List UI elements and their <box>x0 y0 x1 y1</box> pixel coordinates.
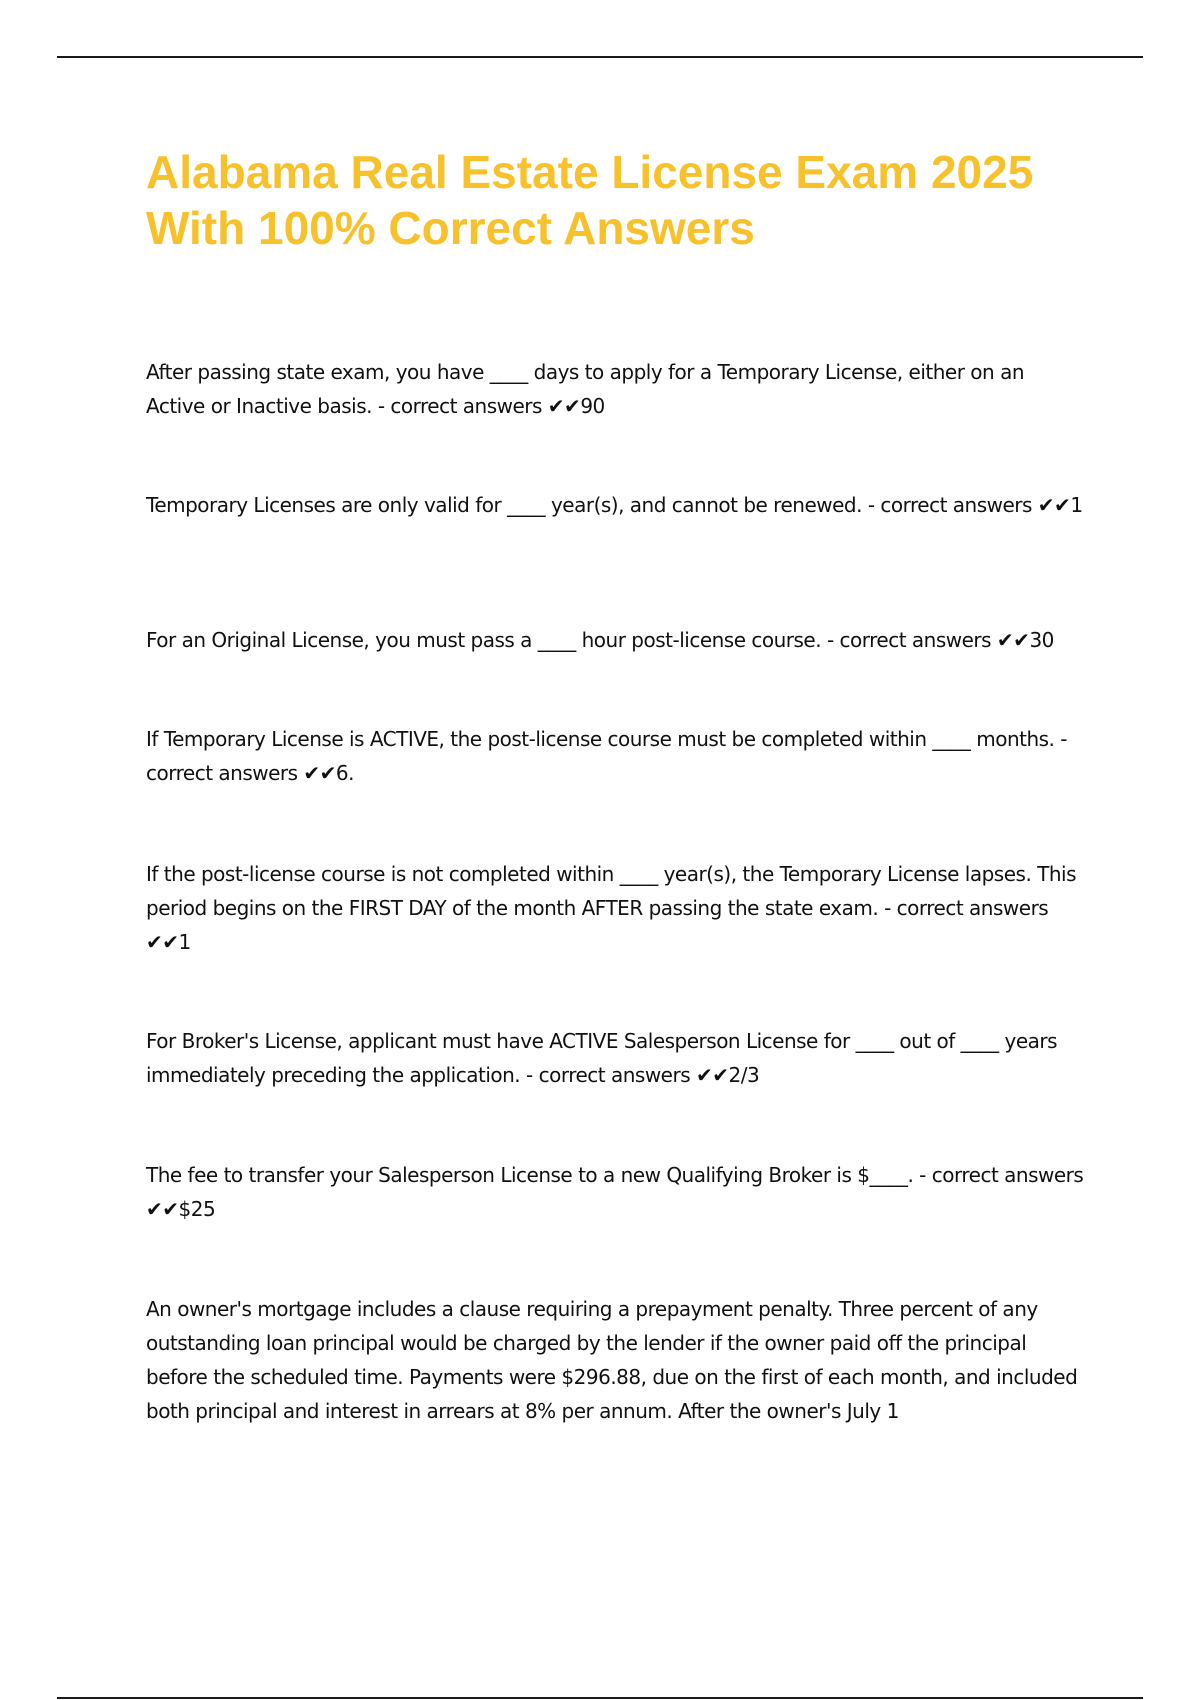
question-item-2: Temporary Licenses are only valid for ____ year(s), and cannot be renewed. - correct answers ✔✔1 <box>146 493 1083 517</box>
question-item-6: For Broker's License, applicant must have ACTIVE Salesperson License for ____ out of ____ years immediately preceding the application. - correct answers ✔✔2/3 <box>146 1029 1058 1087</box>
question-item-5: If the post-license course is not completed within ____ year(s), the Temporary License lapses. This period begins on the FIRST DAY of the month AFTER passing the state exam. - correct answers ✔✔1 <box>146 862 1077 954</box>
question-item-1: After passing state exam, you have ____ days to apply for a Temporary License, either on an Active or Inactive basis. - correct answers ✔✔90 <box>146 360 1024 418</box>
top-rule <box>57 56 1143 58</box>
question-item-8: An owner's mortgage includes a clause requiring a prepayment penalty. Three percent of any outstanding loan principal would be charged by the lender if the owner paid off the principal before the scheduled time. Payments were $296.88, due on the first of each month, and included both principal and interest in arrears at 8% per annum. After the owner's July 1 <box>146 1297 1078 1423</box>
question-item-3: For an Original License, you must pass a ____ hour post-license course. - correct answers ✔✔30 <box>146 628 1054 652</box>
bottom-rule <box>57 1697 1143 1699</box>
document-title: Alabama Real Estate License Exam 2025 With 100% Correct Answers <box>146 146 1034 254</box>
question-item-7: The fee to transfer your Salesperson License to a new Qualifying Broker is $____. - correct answers ✔✔$25 <box>146 1163 1084 1221</box>
question-item-4: If Temporary License is ACTIVE, the post-license course must be completed within ____ months. - correct answers ✔✔6. <box>146 727 1067 785</box>
